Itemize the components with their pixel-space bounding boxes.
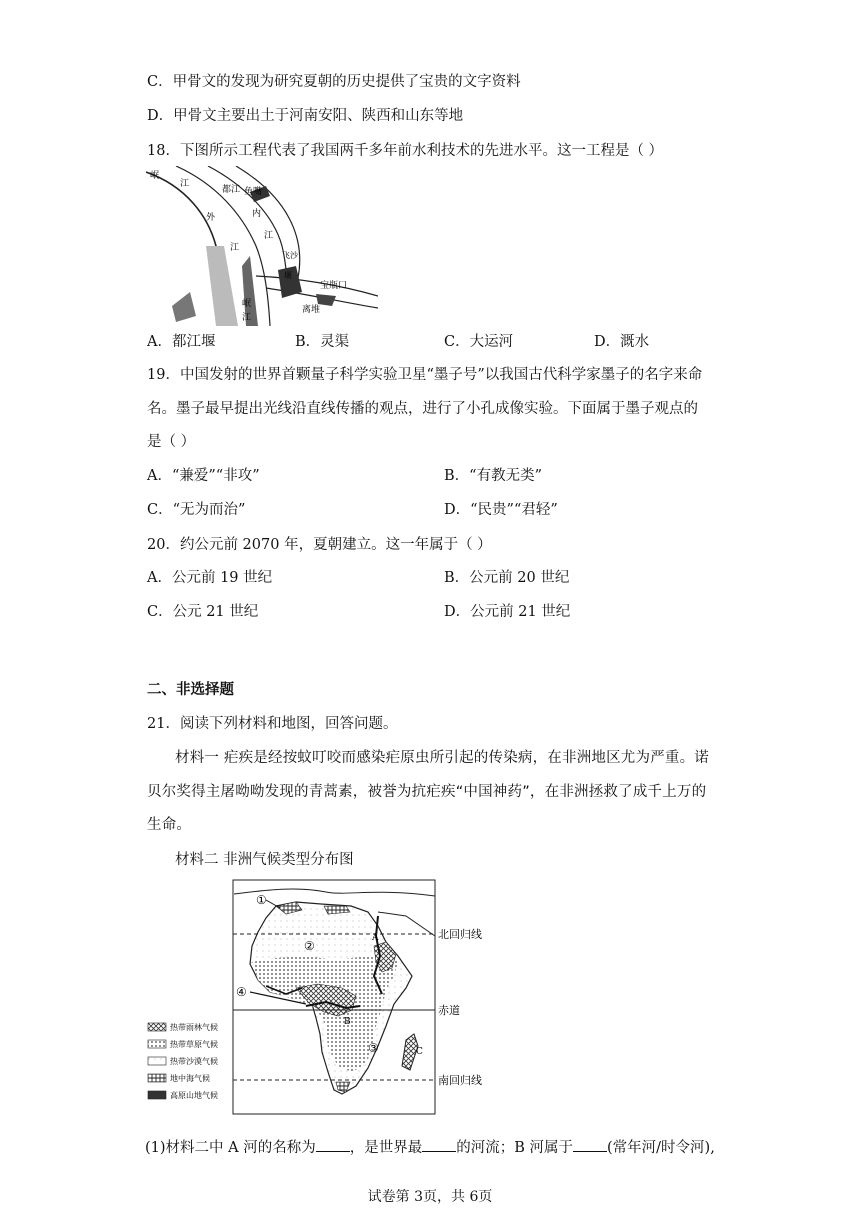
map-label-baoping: 宝瓶口 (320, 281, 348, 291)
answer-blank-3[interactable] (573, 1137, 607, 1152)
q20-option-a: A．公元前 19 世纪 (147, 570, 273, 586)
map-label-nei: 内 (252, 209, 262, 219)
q20-stem: 20．约公元前 2070 年，夏朝建立。这一年属于（ ） (147, 537, 492, 553)
q21-material-two-title: 材料二 非洲气候类型分布图 (175, 852, 354, 868)
q19-stem-line1: 19．中国发射的世界首颗量子科学实验卫星“墨子号”以我国古代科学家墨子的名字来命 (147, 367, 703, 383)
sub1-part1: (1)材料二中 A 河的名称为 (145, 1140, 316, 1156)
section-title: 二、非选择题 (147, 681, 234, 698)
q18-stem: 18．下图所示工程代表了我国两千多年前水利技术的先进水平。这一工程是（ ） (147, 143, 664, 159)
legend-savanna: 热带草原气候 (170, 1040, 218, 1049)
legend-desert: 热带沙漠气候 (170, 1057, 218, 1066)
label-b: B (344, 1017, 351, 1027)
map-label-jiang2: 江 (264, 231, 274, 241)
sub1-part4: (常年河/时令河), (607, 1140, 715, 1156)
q18-option-c: C．大运河 (444, 334, 514, 350)
q18-option-b: B．灵渠 (295, 334, 350, 350)
q20-option-d: D．公元前 21 世纪 (444, 604, 571, 620)
map-label-jiang4: 江 (242, 313, 252, 323)
legend-mediterranean: 地中海气候 (170, 1074, 210, 1083)
dujiangyan-map (146, 166, 378, 326)
marker-1: ① (256, 893, 267, 907)
africa-climate-map (146, 876, 502, 1120)
q21-material-one (147, 742, 717, 843)
map-label-jiang1: 江 (180, 179, 190, 189)
page-footer: 试卷第 3页，共 6页 (367, 1189, 493, 1205)
sub1-part3: 的河流；B 河属于 (456, 1140, 573, 1156)
legend-rainforest: 热带雨林气候 (170, 1023, 218, 1032)
tropic-cancer-label: 北回归线 (438, 928, 482, 941)
map-label-yuzui: 鱼嘴 (244, 187, 263, 197)
map-label-jiang3: 江 (230, 243, 240, 253)
q18-option-a: A．都江堰 (147, 334, 216, 350)
q17-option-d: D．甲骨文主要出土于河南安阳、陕西和山东等地 (147, 108, 464, 124)
q20-option-c: C．公元 21 世纪 (147, 604, 259, 620)
q21-stem: 21．阅读下列材料和地图，回答问题。 (147, 716, 398, 732)
marker-3: ③ (368, 1041, 379, 1055)
q19-option-c: C．“无为而治” (147, 502, 246, 518)
q18-option-d: D．溉水 (594, 334, 650, 350)
answer-blank-2[interactable] (422, 1137, 456, 1152)
map-label-dujiang: 都江 (222, 185, 241, 195)
label-c: C (416, 1047, 423, 1057)
q19-option-b: B．“有教无类” (444, 468, 542, 484)
map-legend (148, 1022, 218, 1100)
label-a: A (372, 933, 379, 943)
marker-4: ④ (236, 985, 247, 999)
material-one-text: 材料一 疟疾是经按蚊叮咬而感染疟原虫所引起的传染病，在非洲地区尤为严重。诺贝尔奖得主屠呦呦发现的青蒿素，被誉为抗疟疾“中国神药”，在非洲拯救了成千上万的生命。 (147, 750, 710, 833)
legend-highland: 高原山地气候 (170, 1091, 218, 1100)
map-label-feisha: 飞沙 (282, 251, 298, 260)
sub1-part2: ，是世界最 (349, 1140, 423, 1156)
equator-label: 赤道 (438, 1004, 460, 1017)
map-label-yan: 堰 (284, 271, 292, 280)
q19-stem-line2: 名。墨子最早提出光线沿直线传播的观点，进行了小孔成像实验。下面属于墨子观点的 (147, 401, 698, 417)
answer-blank-1[interactable] (316, 1137, 350, 1152)
map-label-min1: 岷 (150, 171, 160, 181)
marker-2: ② (304, 939, 315, 953)
map-label-wai: 外 (206, 213, 216, 223)
tropic-capricorn-label: 南回归线 (438, 1074, 482, 1087)
q20-option-b: B．公元前 20 世纪 (444, 570, 570, 586)
q19-option-d: D．“民贵”“君轻” (444, 502, 558, 518)
map-label-lidui: 离堆 (302, 305, 321, 315)
q17-option-c: C．甲骨文的发现为研究夏朝的历史提供了宝贵的文字资料 (147, 74, 521, 90)
q19-option-a: A．“兼爱”“非攻” (147, 468, 260, 484)
q21-sub1 (145, 1137, 715, 1158)
map-label-min2: 岷 (242, 299, 252, 309)
q19-stem-line3: 是（ ） (147, 434, 196, 450)
